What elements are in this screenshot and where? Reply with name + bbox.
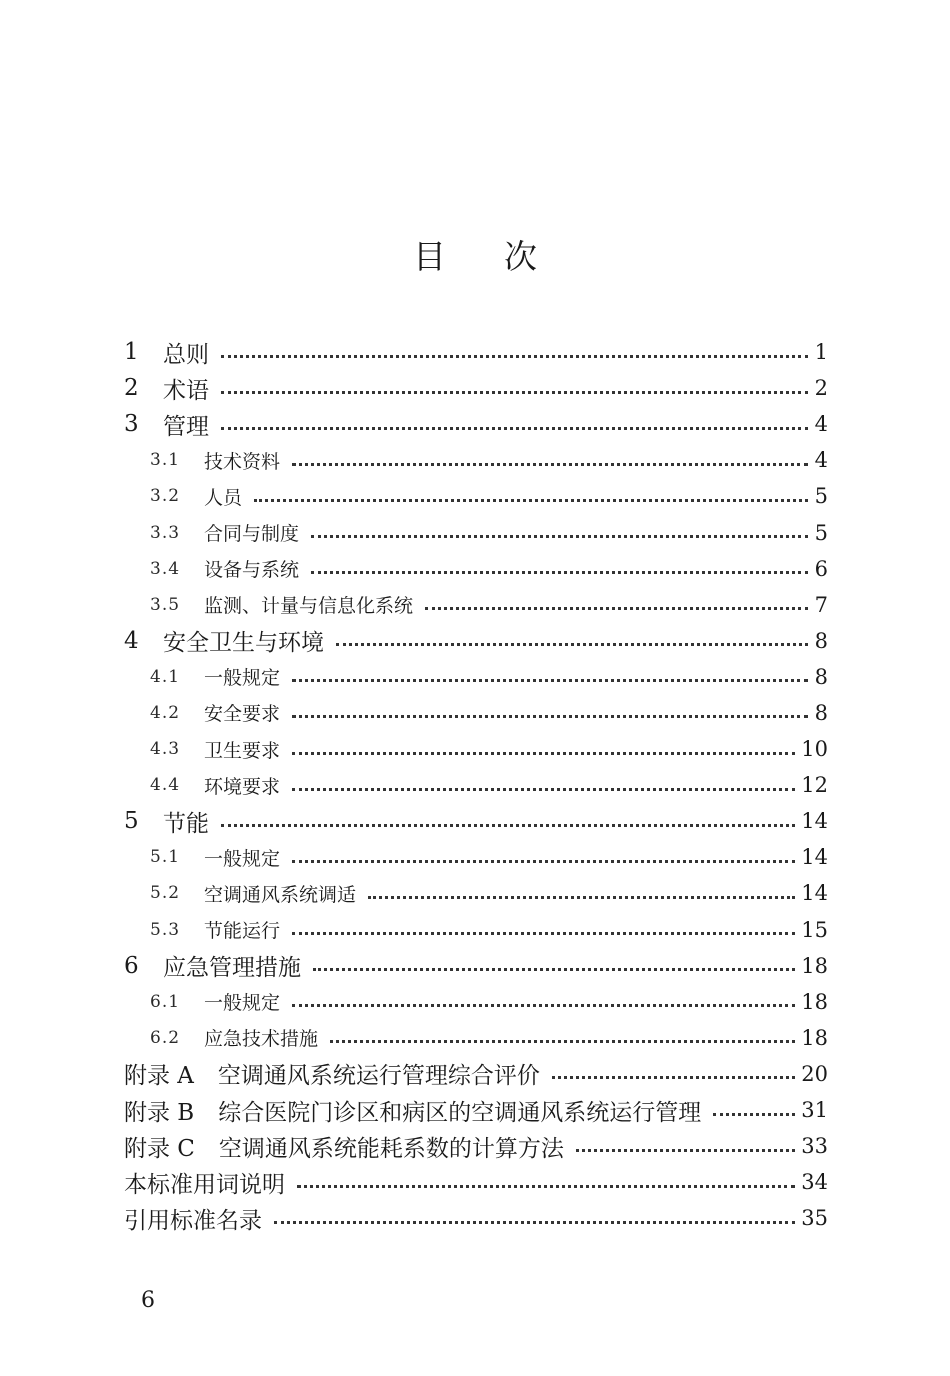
toc-entry-number: 5 <box>124 808 139 835</box>
toc-entry-page: 12 <box>801 773 828 798</box>
toc-dot-leader <box>221 427 808 430</box>
toc-entry[interactable] <box>124 623 828 659</box>
toc-dot-leader <box>311 571 808 574</box>
toc-entry-page: 8 <box>814 628 828 653</box>
toc-entry-number: 3.5 <box>150 594 181 615</box>
toc-entry[interactable] <box>124 731 828 767</box>
toc-entry-label: 空调通风系统运行管理综合评价 <box>217 1063 540 1090</box>
toc-dot-leader <box>425 607 808 610</box>
toc-entry-label: 环境要求 <box>204 775 281 798</box>
toc-entry-page: 8 <box>814 700 828 725</box>
toc-dot-leader <box>336 643 808 646</box>
toc-entry-page: 33 <box>801 1134 828 1159</box>
toc-entry[interactable] <box>124 514 828 550</box>
toc-entry-number: 附录 A <box>124 1063 194 1090</box>
toc-entry[interactable] <box>124 551 828 587</box>
toc-entry[interactable] <box>124 1164 828 1200</box>
toc-dot-leader <box>292 788 795 791</box>
toc-dot-leader <box>713 1113 795 1116</box>
toc-dot-leader <box>274 1221 795 1224</box>
toc-entry-page: 5 <box>814 484 828 509</box>
toc-dot-leader <box>254 499 808 502</box>
toc-entry-label: 卫生要求 <box>204 739 281 762</box>
toc-dot-leader <box>576 1149 795 1152</box>
toc-entry[interactable] <box>124 442 828 478</box>
toc-entry-number: 5.2 <box>150 883 181 904</box>
toc-entry-page: 14 <box>801 809 828 834</box>
toc-entry[interactable] <box>124 587 828 623</box>
toc-dot-leader <box>221 391 808 394</box>
toc-entry[interactable] <box>124 984 828 1020</box>
toc-entry[interactable] <box>124 767 828 803</box>
toc-entry-label: 应急技术措施 <box>204 1028 319 1051</box>
toc-entry-label: 引用标准名录 <box>124 1207 262 1234</box>
toc-entry-number: 3 <box>124 411 139 438</box>
toc-entry-label: 监测、计量与信息化系统 <box>204 595 414 618</box>
toc-entry-label: 节能 <box>163 810 209 837</box>
toc-entry-number: 4.3 <box>150 739 181 760</box>
toc-entry[interactable] <box>124 1056 828 1092</box>
toc-entry[interactable] <box>124 1020 828 1056</box>
toc-entry-label: 术语 <box>163 377 209 404</box>
toc-entry-number: 6.1 <box>150 991 181 1012</box>
toc-entry-number: 5.3 <box>150 919 181 940</box>
toc-entry-label: 合同与制度 <box>204 523 300 546</box>
toc-dot-leader <box>552 1076 795 1079</box>
toc-entry-label: 空调通风系统能耗系数的计算方法 <box>218 1135 564 1162</box>
toc-entry-number: 4.4 <box>150 775 181 796</box>
toc-entry[interactable] <box>124 948 828 984</box>
toc-entry-page: 20 <box>801 1061 828 1086</box>
toc-entry-number: 4.2 <box>150 702 181 723</box>
toc-entry-page: 10 <box>801 737 828 762</box>
toc-entry[interactable] <box>124 1200 828 1236</box>
toc-entry[interactable] <box>124 334 828 370</box>
toc-dot-leader <box>311 535 808 538</box>
toc-entry-number: 6.2 <box>150 1027 181 1048</box>
page-title-char-1: 目 <box>413 237 446 276</box>
toc-entry[interactable] <box>124 839 828 875</box>
toc-entry-page: 34 <box>801 1170 828 1195</box>
toc-dot-leader <box>292 463 808 466</box>
toc-entry-number: 3.2 <box>150 486 181 507</box>
toc-entry[interactable] <box>124 1092 828 1128</box>
toc-dot-leader <box>292 715 808 718</box>
toc-dot-leader <box>292 860 795 863</box>
toc-entry-label: 节能运行 <box>204 920 281 943</box>
toc-entry-number: 3.3 <box>150 522 181 543</box>
toc-entry-page: 18 <box>801 1025 828 1050</box>
toc-dot-leader <box>292 932 795 935</box>
toc-dot-leader <box>292 752 795 755</box>
toc-entry-number: 6 <box>124 952 139 979</box>
toc-entry-number: 4 <box>124 627 139 654</box>
table-of-contents <box>124 334 828 1236</box>
toc-entry-page: 4 <box>814 412 828 437</box>
toc-entry[interactable] <box>124 1128 828 1164</box>
toc-entry-number: 3.4 <box>150 558 181 579</box>
toc-entry-page: 8 <box>814 664 828 689</box>
toc-entry-label: 应急管理措施 <box>163 955 301 982</box>
toc-entry-label: 人员 <box>204 486 243 509</box>
toc-entry-label: 技术资料 <box>204 450 281 473</box>
toc-dot-leader <box>221 824 795 827</box>
toc-entry-page: 14 <box>801 845 828 870</box>
toc-dot-leader <box>330 1040 795 1043</box>
toc-entry-page: 7 <box>814 592 828 617</box>
toc-dot-leader <box>297 1185 795 1188</box>
page-title <box>0 232 950 282</box>
toc-entry-label: 设备与系统 <box>204 559 300 582</box>
toc-entry-number: 3.1 <box>150 450 181 471</box>
toc-entry-page: 35 <box>801 1206 828 1231</box>
toc-entry-number: 4.1 <box>150 666 181 687</box>
toc-entry[interactable] <box>124 659 828 695</box>
toc-entry-label: 总则 <box>163 341 209 368</box>
toc-dot-leader <box>292 679 808 682</box>
toc-entry[interactable] <box>124 478 828 514</box>
toc-dot-leader <box>313 968 795 971</box>
page-number: 6 <box>141 1288 155 1313</box>
page-title-char-2: 次 <box>504 237 537 276</box>
toc-entry-page: 4 <box>814 448 828 473</box>
toc-entry-page: 15 <box>801 917 828 942</box>
toc-entry-label: 综合医院门诊区和病区的空调通风系统运行管理 <box>218 1099 702 1126</box>
toc-entry-label: 一般规定 <box>204 847 281 870</box>
toc-entry-label: 本标准用词说明 <box>124 1171 285 1198</box>
toc-entry-label: 管理 <box>163 413 209 440</box>
toc-entry-label: 安全卫生与环境 <box>163 630 324 657</box>
toc-entry-page: 31 <box>801 1098 828 1123</box>
toc-entry[interactable] <box>124 803 828 839</box>
toc-entry-page: 18 <box>801 953 828 978</box>
toc-entry-page: 14 <box>801 881 828 906</box>
toc-entry-number: 1 <box>124 339 139 366</box>
toc-entry-label: 一般规定 <box>204 667 281 690</box>
toc-dot-leader <box>292 1004 795 1007</box>
toc-entry-label: 空调通风系统调适 <box>204 883 357 906</box>
toc-entry-label: 一般规定 <box>204 992 281 1015</box>
toc-entry-number: 5.1 <box>150 847 181 868</box>
toc-entry-number: 附录 B <box>124 1099 195 1126</box>
toc-entry-page: 6 <box>814 556 828 581</box>
toc-entry[interactable] <box>124 875 828 911</box>
toc-entry-page: 18 <box>801 989 828 1014</box>
toc-entry[interactable] <box>124 406 828 442</box>
toc-entry[interactable] <box>124 912 828 948</box>
toc-dot-leader <box>368 896 795 899</box>
toc-entry-number: 2 <box>124 375 139 402</box>
toc-entry[interactable] <box>124 695 828 731</box>
toc-entry-label: 安全要求 <box>204 703 281 726</box>
toc-entry-number: 附录 C <box>124 1135 195 1162</box>
toc-entry-page: 2 <box>814 376 828 401</box>
toc-entry-page: 1 <box>814 340 828 365</box>
toc-dot-leader <box>221 355 808 358</box>
toc-entry-page: 5 <box>814 520 828 545</box>
toc-entry[interactable] <box>124 370 828 406</box>
